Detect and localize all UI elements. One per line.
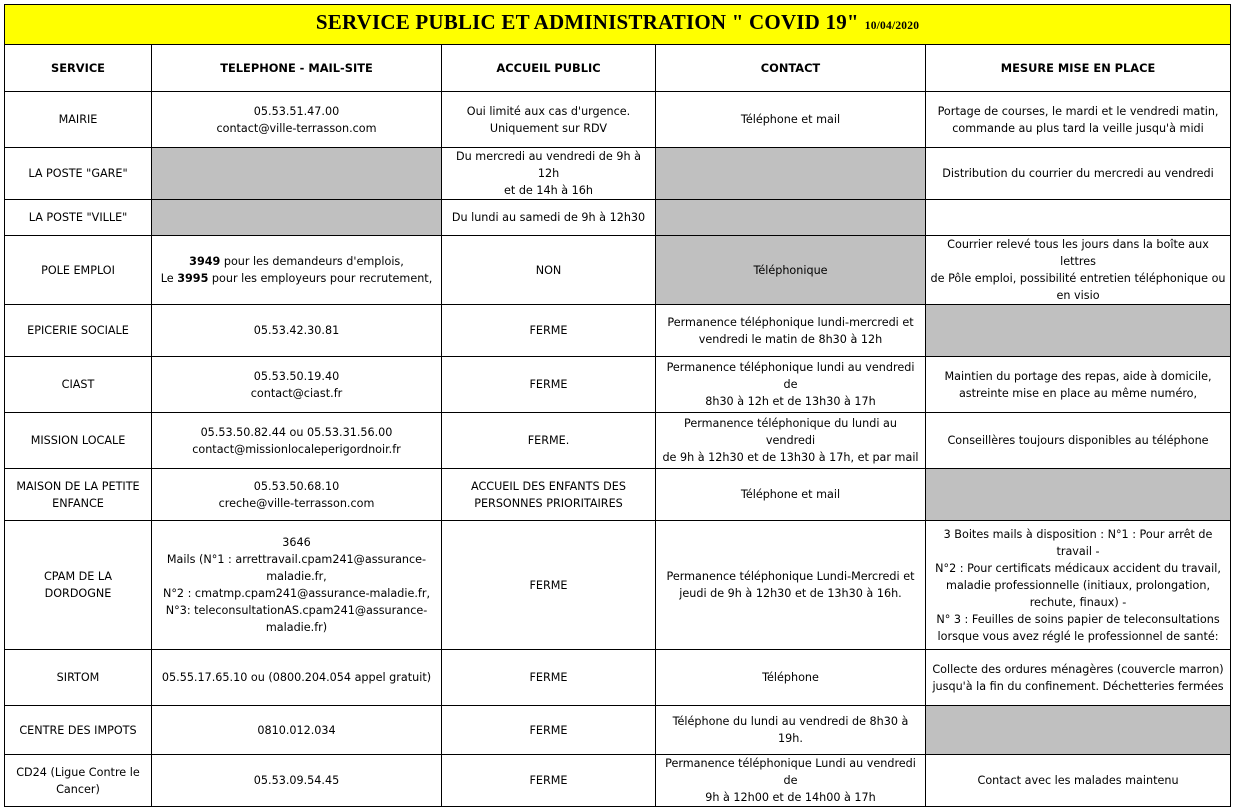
telephone-cell: 05.55.17.65.10 ou (0800.204.054 appel gratuit) <box>152 650 442 706</box>
cell-line: maladie.fr) <box>265 621 328 634</box>
telephone-cell: 0810.012.034 <box>152 706 442 755</box>
cell-line: jeudi de 9h à 12h30 et de 13h30 à 16h. <box>679 587 902 600</box>
phone-text: 05.53.50.82.44 ou 05.53.31.56.00 <box>200 425 393 439</box>
cell-line: N°2 : Pour certificats médicaux accident du travail, <box>935 561 1221 575</box>
contact-cell <box>656 413 926 469</box>
contact-cell <box>656 357 926 413</box>
accueil-cell <box>442 92 656 148</box>
mesure-cell: Distribution du courrier du mercredi au vendredi <box>926 148 1231 200</box>
accueil-cell: NON <box>442 236 656 305</box>
header-contact: CONTACT <box>656 45 926 92</box>
cell-line: 3 Boites mails à disposition : N°1 : Pour arrêt de travail - <box>943 527 1213 558</box>
header-service: SERVICE <box>5 45 152 92</box>
contact-cell: Téléphone du lundi au vendredi de 8h30 à 19h. <box>656 706 926 755</box>
accueil-cell <box>442 469 656 521</box>
empty-cell <box>926 469 1231 521</box>
empty-cell <box>926 706 1231 755</box>
cell-text: pour les employeurs pour recrutement, <box>208 272 433 285</box>
header-row <box>5 45 1231 92</box>
telephone-cell <box>152 236 442 305</box>
cell-line: Courrier relevé tous les jours dans la boîte aux lettres <box>947 238 1209 268</box>
cell-line: Maintien du portage des repas, aide à domicile, <box>944 369 1212 383</box>
cell-line: Permanence téléphonique du lundi au vendredi <box>684 417 897 447</box>
service-cell <box>5 469 152 521</box>
service-cell: MISSION LOCALE <box>5 413 152 469</box>
cell-line: de 9h à 12h30 et de 13h30 à 17h, et par mail <box>662 451 919 464</box>
cell-line: rechute, finaux) - <box>1029 595 1127 609</box>
mesure-cell <box>926 521 1231 650</box>
contact-cell: Téléphone <box>656 650 926 706</box>
empty-cell <box>656 200 926 236</box>
cell-line: vendredi le matin de 8h30 à 12h <box>698 332 883 346</box>
accueil-cell: FERME <box>442 521 656 650</box>
email-text: contact@ville-terrasson.com <box>216 121 377 135</box>
table-row <box>5 305 1231 357</box>
header-telephone: TELEPHONE - MAIL-SITE <box>152 45 442 92</box>
phone-text: 05.53.50.19.40 <box>253 369 340 383</box>
service-cell: CENTRE DES IMPOTS <box>5 706 152 755</box>
table-row <box>5 236 1231 305</box>
mesure-cell: Conseillères toujours disponibles au téléphone <box>926 413 1231 469</box>
cell-line <box>156 253 437 270</box>
accueil-cell: Du lundi au samedi de 9h à 12h30 <box>442 200 656 236</box>
cell-line: Permanence téléphonique lundi au vendredi de <box>666 361 915 391</box>
table-row <box>5 755 1231 807</box>
telephone-cell: 05.53.42.30.81 <box>152 305 442 357</box>
table-row <box>5 92 1231 148</box>
mesure-cell: Contact avec les malades maintenu <box>926 755 1231 807</box>
covid-services-document <box>4 4 1230 807</box>
table-row <box>5 148 1231 200</box>
accueil-cell: FERME <box>442 706 656 755</box>
cell-line: N°3: teleconsultationAS.cpam241@assurance- <box>165 604 428 617</box>
cell-line: N° 3 : Feuilles de soins papier de teleconsultations <box>936 612 1220 626</box>
telephone-cell <box>152 92 442 148</box>
header-mesure: MESURE MISE EN PLACE <box>926 45 1231 92</box>
table-row <box>5 413 1231 469</box>
telephone-cell <box>152 413 442 469</box>
cell-line: Uniquement sur RDV <box>489 121 608 135</box>
cell-line: Du mercredi au vendredi de 9h à 12h <box>456 150 641 180</box>
contact-cell: Téléphone et mail <box>656 469 926 521</box>
cell-line: en visio <box>1056 289 1100 302</box>
service-cell: LA POSTE "GARE" <box>5 148 152 200</box>
cell-line: Permanence téléphonique Lundi au vendredi de <box>665 757 916 787</box>
cell-line: astreinte mise en place au même numéro, <box>958 386 1198 400</box>
table-row <box>5 650 1231 706</box>
document-date: 10/04/2020 <box>864 20 920 32</box>
cell-line: Oui limité aux cas d'urgence. <box>466 104 631 118</box>
phone-text: 05.53.50.68.10 <box>253 479 340 493</box>
cell-text: pour les demandeurs d'emplois, <box>220 255 404 268</box>
contact-cell: Téléphone et mail <box>656 92 926 148</box>
table-row <box>5 706 1231 755</box>
table-row <box>5 469 1231 521</box>
accueil-cell: FERME. <box>442 413 656 469</box>
cell-line: MAISON DE LA PETITE <box>16 479 140 493</box>
document-title <box>5 5 1231 45</box>
cell-line: N°2 : cmatmp.cpam241@assurance-maladie.fr, <box>162 587 431 600</box>
cell-line: 8h30 à 12h et de 13h30 à 17h <box>705 395 876 408</box>
phone-text: 05.53.51.47.00 <box>253 104 340 118</box>
empty-cell <box>926 200 1231 236</box>
service-cell <box>5 755 152 807</box>
telephone-cell <box>152 357 442 413</box>
mesure-cell <box>926 357 1231 413</box>
cell-line: de Pôle emploi, possibilité entretien téléphonique ou <box>930 272 1226 285</box>
cell-line: maladie.fr, <box>266 570 327 583</box>
service-cell: CPAM DE LA DORDOGNE <box>5 521 152 650</box>
mesure-cell <box>926 92 1231 148</box>
email-text: contact@ciast.fr <box>250 386 343 400</box>
empty-cell <box>656 148 926 200</box>
cell-line: Cancer) <box>56 782 100 796</box>
service-cell: LA POSTE "VILLE" <box>5 200 152 236</box>
phone-number: 3995 <box>177 272 209 285</box>
cell-line: et de 14h à 16h <box>504 184 593 197</box>
cell-line: Permanence téléphonique Lundi-Mercredi et <box>666 570 915 583</box>
table-row <box>5 200 1231 236</box>
service-cell: EPICERIE SOCIALE <box>5 305 152 357</box>
contact-cell <box>656 521 926 650</box>
email-text: contact@missionlocaleperigordnoir.fr <box>192 442 401 456</box>
cell-line: ENFANCE <box>52 496 104 510</box>
cell-line: Permanence téléphonique lundi-mercredi et <box>667 315 914 329</box>
cell-line: Collecte des ordures ménagères (couvercle marron) <box>932 662 1224 676</box>
cell-line: Mails (N°1 : arrettravail.cpam241@assurance- <box>166 553 427 566</box>
cell-line: 9h à 12h00 et de 14h00 à 17h <box>705 791 876 804</box>
cell-line: lorsque vous avez réglé le professionnel de santé: <box>937 629 1219 643</box>
accueil-cell: FERME <box>442 755 656 807</box>
title-row <box>5 5 1231 45</box>
empty-cell <box>926 305 1231 357</box>
title-text: SERVICE PUBLIC ET ADMINISTRATION " COVID 19" <box>315 10 859 34</box>
service-cell: CIAST <box>5 357 152 413</box>
telephone-cell <box>152 521 442 650</box>
cell-line: ACCUEIL DES ENFANTS DES <box>471 479 626 493</box>
cell-line: PERSONNES PRIORITAIRES <box>474 496 623 510</box>
contact-cell <box>656 305 926 357</box>
services-table <box>4 4 1231 807</box>
cell-line: commande au plus tard la veille jusqu'à midi <box>952 121 1204 135</box>
accueil-cell: FERME <box>442 357 656 413</box>
service-cell: POLE EMPLOI <box>5 236 152 305</box>
accueil-cell: FERME <box>442 650 656 706</box>
cell-line: jusqu'à la fin du confinement. Déchetteries fermées <box>932 679 1224 693</box>
telephone-cell: 05.53.09.54.45 <box>152 755 442 807</box>
accueil-cell: FERME <box>442 305 656 357</box>
mesure-cell <box>926 236 1231 305</box>
header-accueil: ACCUEIL PUBLIC <box>442 45 656 92</box>
mesure-cell <box>926 650 1231 706</box>
telephone-cell <box>152 469 442 521</box>
cell-line: Portage de courses, le mardi et le vendredi matin, <box>937 104 1219 118</box>
cell-text: Le <box>160 272 178 285</box>
accueil-cell <box>442 148 656 200</box>
contact-cell: Téléphonique <box>656 236 926 305</box>
service-cell: SIRTOM <box>5 650 152 706</box>
table-row <box>5 357 1231 413</box>
phone-number: 3949 <box>189 255 221 268</box>
cell-line: maladie professionnelle (initiaux, prolongation, <box>946 578 1210 592</box>
empty-cell <box>152 148 442 200</box>
contact-cell <box>656 755 926 807</box>
cell-line <box>156 270 437 287</box>
service-cell: MAIRIE <box>5 92 152 148</box>
phone-text: 3646 <box>282 536 311 549</box>
empty-cell <box>152 200 442 236</box>
cell-line: CD24 (Ligue Contre le <box>16 765 140 779</box>
table-row <box>5 521 1231 650</box>
email-text: creche@ville-terrasson.com <box>218 496 375 510</box>
